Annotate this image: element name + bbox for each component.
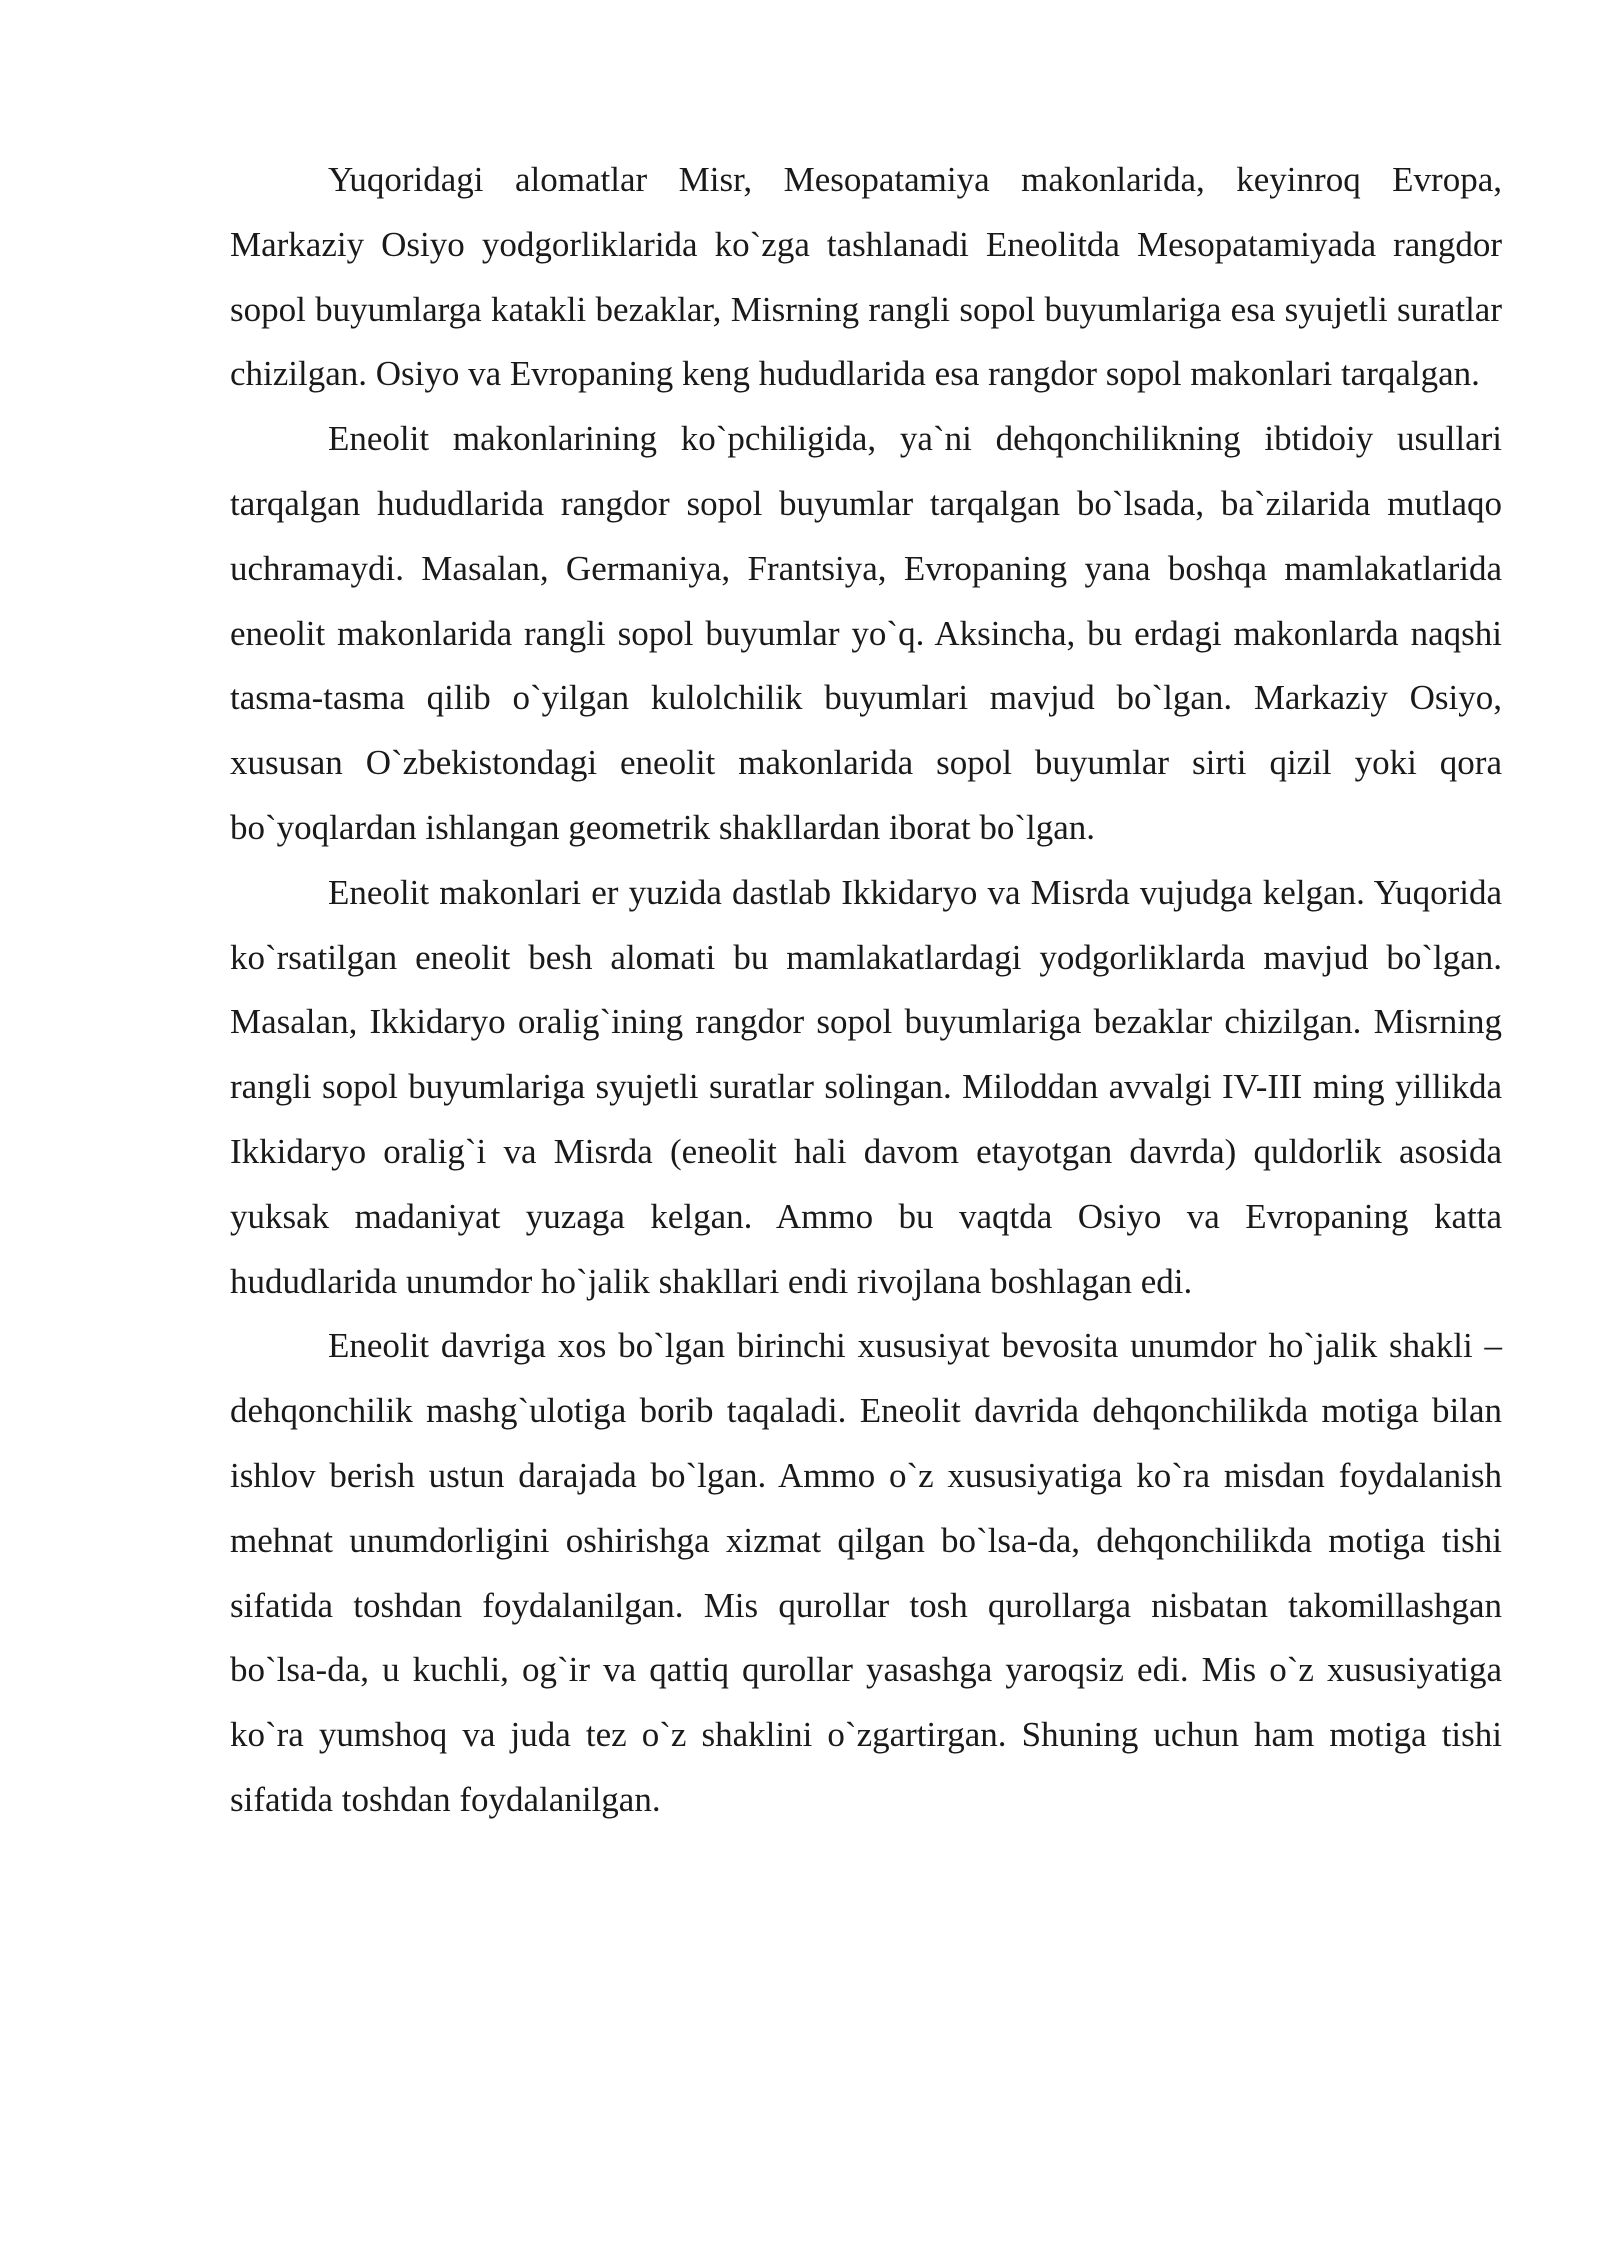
paragraph-1: Yuqoridagi alomatlar Misr, Mesopatamiya makonlarida, keyinroq Evropa, Markaziy Osiyo yodgorliklarida ko`zga tashlanadi Eneolitda Mesopatamiyada rangdor sopol buyumlarga katakli bezaklar, Misrning rangli sopol buyumlariga esa syujetli suratlar chizilgan. Osiyo va Evropaning keng hududlarida esa rangdor sopol makonlari tarqalgan. [230, 160, 1502, 394]
document-page [230, 148, 1502, 1833]
paragraph-4: Eneolit davriga xos bo`lgan birinchi xususiyat bevosita unumdor ho`jalik shakli – dehqonchilik mashg`ulotiga borib taqaladi. Eneolit davrida dehqonchilikda motiga bilan ishlov berish ustun darajada bo`lgan. Ammo o`z xususiyatiga ko`ra misdan foydalanish mehnat unumdorligini oshirishga xizmat qilgan bo`lsa-da, dehqonchilikda motiga tishi sifatida toshdan foydalanilgan. Mis qurollar tosh qurollarga nisbatan takomillashgan bo`lsa-da, u kuchli, og`ir va qattiq qurollar yasashga yaroqsiz edi. Mis o`z xususiyatiga ko`ra yumshoq va juda tez o`z shaklini o`zgartirgan. Shuning uchun ham motiga tishi sifatida toshdan foydalanilgan. [230, 1326, 1502, 1819]
paragraph-2: Eneolit makonlarining ko`pchiligida, ya`ni dehqonchilikning ibtidoiy usullari tarqalgan hududlarida rangdor sopol buyumlar tarqalgan bo`lsada, ba`zilarida mutlaqo uchramaydi. Masalan, Germaniya, Frantsiya, Evropaning yana boshqa mamlakatlarida eneolit makonlarida rangli sopol buyumlar yo`q. Aksincha, bu erdagi makonlarda naqshi tasma-tasma qilib o`yilgan kulolchilik buyumlari mavjud bo`lgan. Markaziy Osiyo, xususan O`zbekistondagi eneolit makonlarida sopol buyumlar sirti qizil yoki qora bo`yoqlardan ishlangan geometrik shakllardan iborat bo`lgan. [230, 419, 1502, 847]
paragraph-3: Eneolit makonlari er yuzida dastlab Ikkidaryo va Misrda vujudga kelgan. Yuqorida ko`rsatilgan eneolit besh alomati bu mamlakatlardagi yodgorliklarda mavjud bo`lgan. Masalan, Ikkidaryo oralig`ining rangdor sopol buyumlariga bezaklar chizilgan. Misrning rangli sopol buyumlariga syujetli suratlar solingan. Miloddan avvalgi IV-III ming yillikda Ikkidaryo oralig`i va Misrda (eneolit hali davom etayotgan davrda) quldorlik asosida yuksak madaniyat yuzaga kelgan. Ammo bu vaqtda Osiyo va Evropaning katta hududlarida unumdor ho`jalik shakllari endi rivojlana boshlagan edi. [230, 872, 1502, 1301]
